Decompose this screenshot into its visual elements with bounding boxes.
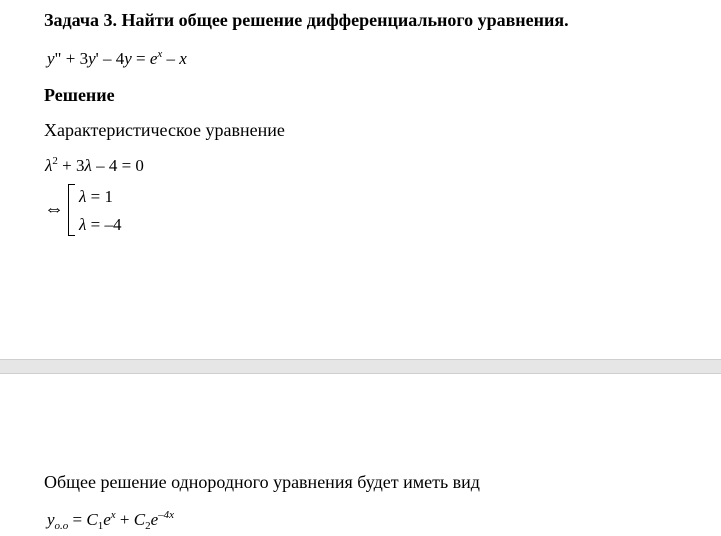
general-solution-label: Общее решение однородного уравнения будет иметь вид	[44, 472, 480, 492]
solution-heading: Решение	[44, 85, 115, 105]
root-2: λ = –4	[79, 215, 122, 234]
document-page-2	[0, 374, 721, 536]
general-solution-formula: $y_{о.о} = C_1e^x + C_2e^{-4x}$	[47, 509, 175, 532]
differential-equation: y" + $3y' - 4y = e^x - x$	[47, 48, 187, 68]
equivalence-icon: ⇔	[44, 198, 64, 220]
task-title: Задача 3. Найти общее решение дифференциального уравнения.	[44, 10, 569, 30]
page-break	[0, 359, 721, 374]
root-1: λ = 1	[79, 187, 113, 206]
system-bracket	[68, 184, 75, 236]
characteristic-equation: $\lambda^2 + 3\lambda - 4 = 0$	[45, 155, 144, 175]
characteristic-label: Характеристическое уравнение	[44, 120, 285, 140]
roots-system	[68, 184, 138, 236]
